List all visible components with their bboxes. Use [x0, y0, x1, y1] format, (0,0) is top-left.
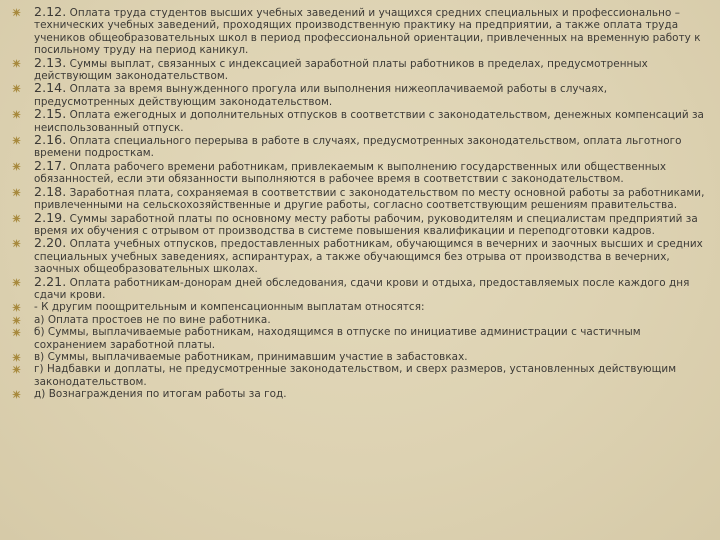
list-item [10, 273, 706, 302]
list-item [10, 326, 706, 351]
item-text: Суммы заработной платы по основному месту работы рабочим, руководителям и специалистам предприятий за время их обучения с отрывом от производства в системе повышения квалификации и переподготовки кадров. [34, 212, 698, 237]
item-number: 2.15. [34, 106, 67, 122]
list-item [10, 209, 706, 238]
list-item [10, 6, 706, 57]
item-text: Оплата ежегодных и дополнительных отпусков в соответствии с законодательством, денежных компенсаций за неиспользованный отпуск. [34, 109, 704, 134]
item-text: б) Суммы, выплачиваемые работникам, находящимся в отпуске по инициативе администрации с частичным сохранением заработной платы. [34, 326, 641, 351]
sparkle-bullet-icon [12, 110, 21, 119]
list-item [10, 388, 706, 400]
item-number: 2.19. [34, 209, 67, 225]
list-item [10, 82, 706, 108]
sparkle-bullet-icon [12, 162, 21, 171]
sparkle-bullet-icon [12, 8, 21, 17]
sparkle-bullet-icon [12, 365, 21, 374]
list-item [10, 108, 706, 134]
sparkle-bullet-icon [12, 316, 21, 325]
item-text: Суммы выплат, связанных с индексацией заработной платы работников в пределах, предусмотренных действующим законодательством. [34, 57, 648, 83]
item-text: Оплата учебных отпусков, предоставленных работникам, обучающимся в вечерних и заочных высших и средних специальных учебных заведениях, аспирантурах, а также обучающимся без отрыва от производства в вечерних, заочных общеобразовательных школах. [34, 238, 703, 276]
sparkle-bullet-icon [12, 59, 21, 68]
item-text: Оплата труда студентов высших учебных заведений и учащихся средних специальных и профессионально – технических учебных заведений, проходящих производственную практику на предприятии, а также оплата труда учеников общеобразовательных школ в период профессиональной ориентации, привлеченных на временную работу к посильному труду на период каникул. [34, 7, 701, 57]
item-number: 2.16. [34, 132, 67, 148]
item-text: Заработная плата, сохраняемая в соответствии с законодательством по месту основной работы за работниками, привлеченными на сельскохозяйственные и другие работы, согласно соответствующим решениям правительства. [34, 186, 705, 212]
item-number: 2.12. [34, 4, 67, 19]
list-item [10, 237, 706, 275]
sparkle-bullet-icon [12, 188, 21, 197]
sparkle-bullet-icon [12, 353, 21, 362]
sparkle-bullet-icon [12, 328, 21, 337]
content-list [10, 6, 706, 401]
sparkle-bullet-icon [12, 278, 21, 287]
sparkle-bullet-icon [12, 214, 21, 223]
list-item [10, 134, 706, 160]
item-number: 2.13. [34, 54, 67, 70]
list-item [10, 183, 706, 212]
sparkle-bullet-icon [12, 84, 21, 93]
item-number: 2.14. [34, 80, 67, 96]
list-item [10, 314, 706, 326]
list-item [10, 157, 706, 186]
item-text: а) Оплата простоев не по вине работника. [34, 313, 271, 326]
item-text: д) Вознаграждения по итогам работы за год. [34, 388, 287, 401]
item-number: 2.20. [34, 235, 67, 251]
item-text: г) Надбавки и доплаты, не предусмотренные законодательством, и сверх размеров, установленных действующим законодательством. [34, 363, 677, 388]
list-item [10, 301, 706, 313]
item-text: в) Суммы, выплачиваемые работникам, принимавшим участие в забастовках. [34, 350, 468, 363]
item-number: 2.17. [34, 157, 67, 173]
list-item [10, 54, 706, 83]
sparkle-bullet-icon [12, 136, 21, 145]
item-text: Оплата рабочего времени работникам, привлекаемым к выполнению государственных или общественных обязанностей, если эти обязанности выполняются в рабочее время в соответствии с законодательством. [34, 160, 667, 186]
sparkle-bullet-icon [12, 303, 21, 312]
sparkle-bullet-icon [12, 390, 21, 399]
item-number: 2.18. [34, 183, 67, 199]
item-text: Оплата за время вынужденного прогула или выполнения нижеоплачиваемой работы в случаях, предусмотренных действующим законодательством. [34, 83, 608, 108]
item-text: Оплата специального перерыва в работе в случаях, предусмотренных законодательством, оплата льготного времени подросткам. [34, 135, 682, 160]
item-text: - К другим поощрительным и компенсационным выплатам относятся: [34, 301, 425, 314]
list-item [10, 363, 706, 388]
sparkle-bullet-icon [12, 239, 21, 248]
item-text: Оплата работникам-донорам дней обследования, сдачи крови и отдыха, предоставляемых после каждого дня сдачи крови. [34, 276, 690, 301]
item-number: 2.21. [34, 273, 67, 289]
list-item [10, 351, 706, 363]
